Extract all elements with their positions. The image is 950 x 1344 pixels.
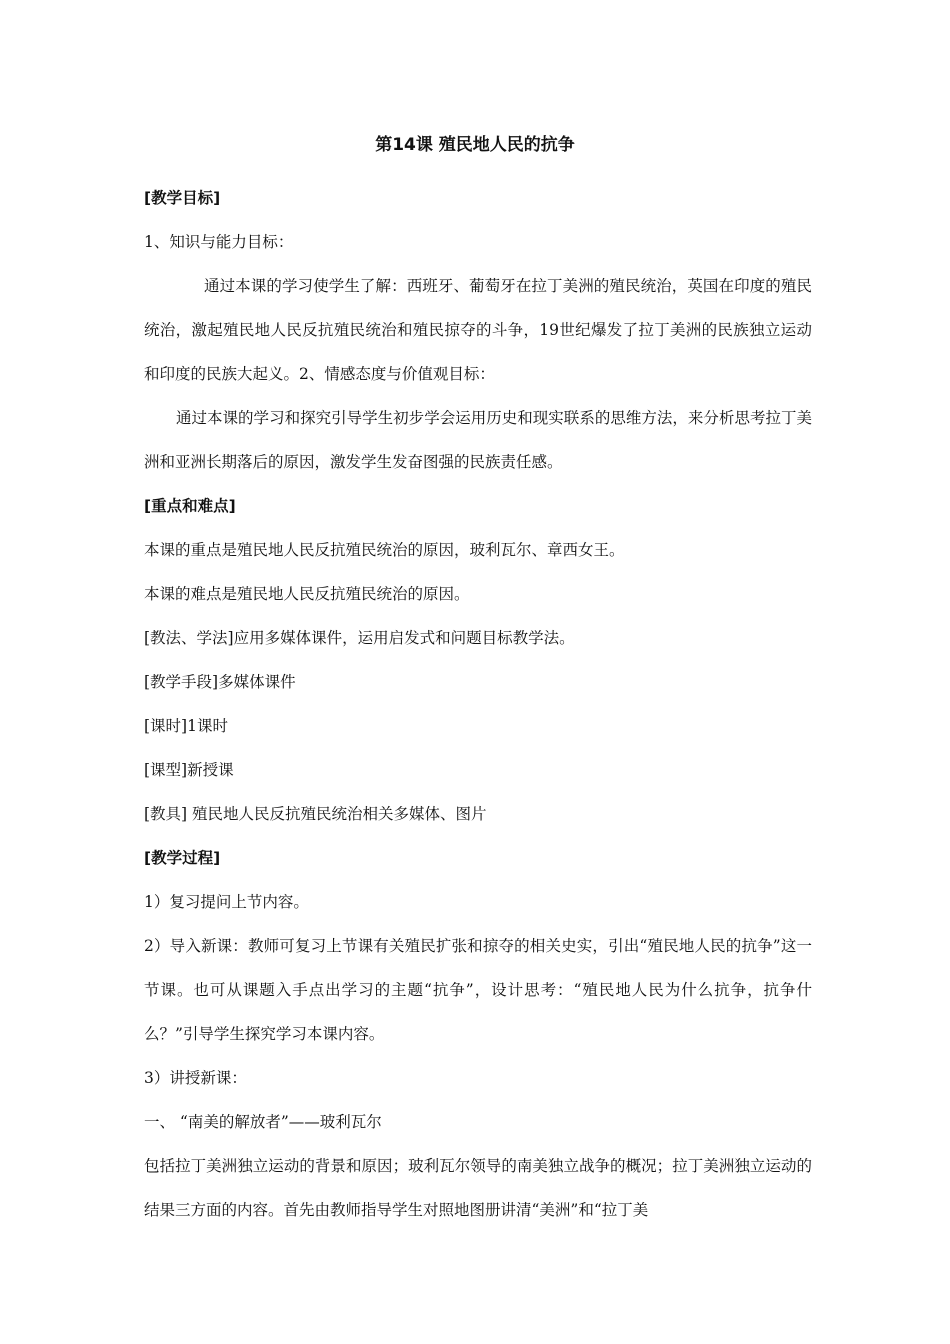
type-paragraph: [课型]新授课 bbox=[144, 761, 234, 779]
means-paragraph: [教学手段]多媒体课件 bbox=[144, 673, 296, 691]
heading-teaching-goals: [教学目标] bbox=[144, 189, 221, 207]
difficulty-paragraph: 本课的难点是殖民地人民反抗殖民统治的原因。 bbox=[144, 585, 470, 603]
document-body bbox=[144, 176, 812, 1232]
goal1-paragraph: 通过本课的学习使学生了解：西班牙、葡萄牙在拉丁美洲的殖民统治，英国在印度的殖民统治，激起殖民地人民反抗殖民统治和殖民掠夺的斗争，19世纪爆发了拉丁美洲的民族独立运动和印度的民族大起义。2、情感态度与价值观目标： bbox=[144, 277, 812, 383]
heading-focus-difficulty: [重点和难点] bbox=[144, 497, 236, 515]
method-paragraph: [教法、学法]应用多媒体课件，运用启发式和问题目标教学法。 bbox=[144, 629, 575, 647]
hours-paragraph: [课时]1课时 bbox=[144, 717, 228, 735]
step3-paragraph: 3）讲授新课： bbox=[144, 1069, 247, 1087]
step1-paragraph: 1）复习提问上节内容。 bbox=[144, 893, 309, 911]
goal1-label: 1、知识与能力目标： bbox=[144, 233, 294, 251]
section1-paragraph: 包括拉丁美洲独立运动的背景和原因；玻利瓦尔领导的南美独立战争的概况；拉丁美洲独立运动的结果三方面的内容。首先由教师指导学生对照地图册讲清“美洲”和“拉丁美 bbox=[144, 1157, 812, 1219]
tools-paragraph: [教具] 殖民地人民反抗殖民统治相关多媒体、图片 bbox=[144, 805, 487, 823]
section1-title: 一、 “南美的解放者”——玻利瓦尔 bbox=[144, 1113, 382, 1131]
page-title: 第14课 殖民地人民的抗争 bbox=[375, 135, 575, 155]
step2-paragraph: 2）导入新课：教师可复习上节课有关殖民扩张和掠夺的相关史实，引出“殖民地人民的抗争”这一节课。也可从课题入手点出学习的主题“抗争”，设计思考：“殖民地人民为什么抗争，抗争什么？”引导学生探究学习本课内容。 bbox=[144, 937, 812, 1043]
focus-paragraph: 本课的重点是殖民地人民反抗殖民统治的原因，玻利瓦尔、章西女王。 bbox=[144, 541, 625, 559]
heading-teaching-process: [教学过程] bbox=[144, 849, 221, 867]
goal2-paragraph: 通过本课的学习和探究引导学生初步学会运用历史和现实联系的思维方法，来分析思考拉丁美洲和亚洲长期落后的原因，激发学生发奋图强的民族责任感。 bbox=[144, 409, 812, 471]
